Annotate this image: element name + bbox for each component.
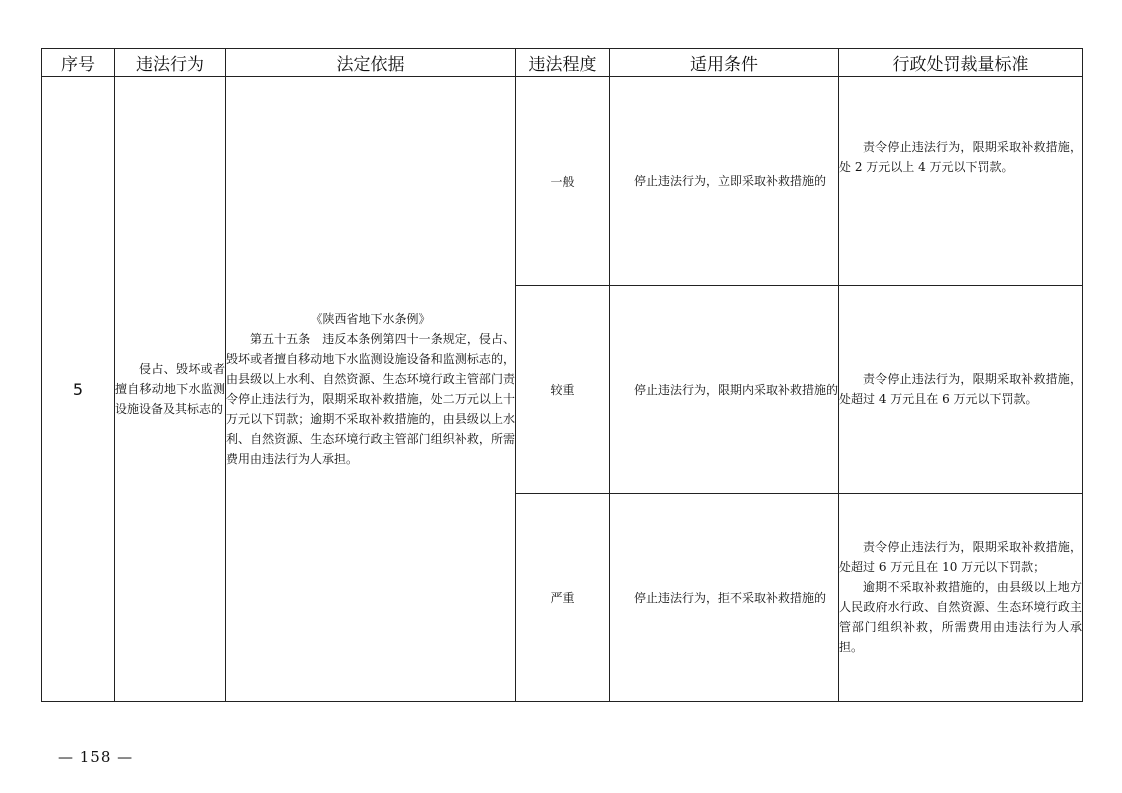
condition-general-cell: [610, 77, 839, 286]
header-basis: 法定依据: [226, 49, 516, 77]
legal-basis-text: 第五十五条 违反本条例第四十一条规定，侵占、毁坏或者擅自移动地下水监测设施设备和监测标志的，由县级以上水利、自然资源、生态环境行政主管部门责令停止违法行为，限期采取补救措施，处二万元以上十万元以下罚款；逾期不采取补救措施的，由县级以上水利、自然资源、生态环境行政主管部门组织补救，所需费用由违法行为人承担。: [226, 332, 515, 466]
standard-general: 责令停止违法行为，限期采取补救措施，处 2 万元以上 4 万元以下罚款。: [839, 140, 1082, 174]
row-number: 5: [42, 77, 115, 702]
condition-serious-cell: [610, 286, 839, 494]
header-degree: 违法程度: [516, 49, 610, 77]
legal-basis-cell: [226, 77, 516, 702]
table-header-row: [42, 49, 1083, 77]
degree-general: 一般: [516, 77, 610, 286]
table-row: [42, 77, 1083, 286]
legal-basis-title: 《陕西省地下水条例》: [310, 312, 431, 326]
page-number: — 158 —: [58, 748, 134, 766]
condition-severe-cell: [610, 494, 839, 702]
header-act: 违法行为: [115, 49, 226, 77]
header-no: 序号: [42, 49, 115, 77]
standard-serious-cell: [839, 286, 1083, 494]
penalty-discretion-table: [41, 48, 1083, 702]
violation-cell: [115, 77, 226, 702]
degree-severe: 严重: [516, 494, 610, 702]
standard-serious: 责令停止违法行为，限期采取补救措施，处超过 4 万元且在 6 万元以下罚款。: [839, 371, 1082, 406]
standard-severe-2: 逾期不采取补救措施的，由县级以上地方人民政府水行政、自然资源、生态环境行政主管部门组织补救，所需费用由违法行为人承担。: [839, 579, 1082, 654]
violation-text: 侵占、毁坏或者擅自移动地下水监测设施设备及其标志的: [115, 362, 225, 416]
standard-general-cell: [839, 77, 1083, 286]
standard-severe-cell: [839, 494, 1083, 702]
header-standard: 行政处罚裁量标准: [839, 49, 1083, 77]
condition-severe: 停止违法行为，拒不采取补救措施的: [634, 590, 827, 605]
condition-general: 停止违法行为，立即采取补救措施的: [634, 174, 827, 188]
header-condition: 适用条件: [610, 49, 839, 77]
standard-severe-1: 责令停止违法行为，限期采取补救措施，处超过 6 万元且在 10 万元以下罚款；: [839, 539, 1082, 574]
condition-serious: 停止违法行为，限期内采取补救措施的: [634, 382, 839, 397]
degree-serious: 较重: [516, 286, 610, 494]
